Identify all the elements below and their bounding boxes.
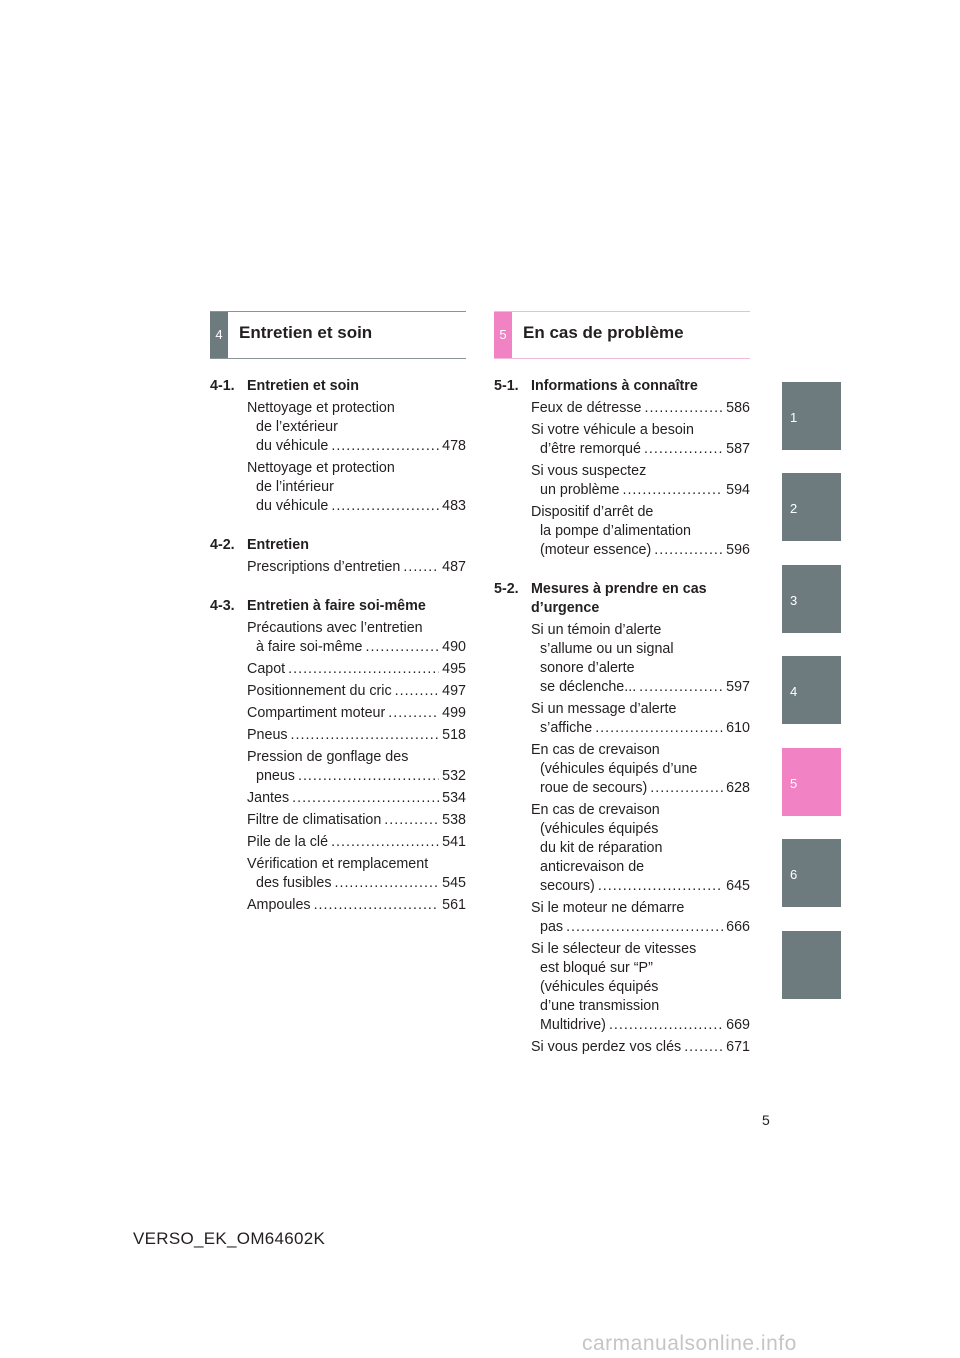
entry-text: à faire soi-même — [256, 639, 363, 655]
entry-page-number: 586 — [726, 400, 750, 416]
entry-text: du véhicule — [256, 498, 329, 514]
entry-text: pas — [540, 919, 564, 935]
toc-entry[interactable] — [247, 399, 466, 456]
entry-page-number: 594 — [726, 482, 750, 498]
section-number: 5-1. — [494, 378, 519, 394]
chapter-number-badge: 4 — [210, 312, 228, 358]
entry-text: anticrevaison de — [540, 859, 645, 875]
toc-entry[interactable] — [247, 704, 466, 723]
entry-text: Si le sélecteur de vitesses — [531, 941, 697, 957]
entry-page-number: 610 — [726, 720, 750, 736]
section-heading — [494, 377, 750, 399]
entry-text: du véhicule — [256, 438, 329, 454]
toc-section — [210, 377, 466, 516]
toc-entry[interactable] — [531, 421, 750, 459]
entry-text: Vérification et remplacement — [247, 856, 429, 872]
entry-page-number: 545 — [442, 875, 466, 891]
entry-text: s’allume ou un signal — [540, 641, 674, 657]
chapter-title: En cas de problème — [523, 323, 684, 342]
toc-entry[interactable] — [247, 811, 466, 830]
toc-entry[interactable] — [531, 741, 750, 798]
entry-last-line — [531, 541, 750, 560]
toc-section — [494, 580, 750, 1057]
entry-text: Précautions avec l’entretien — [247, 620, 423, 636]
entry-last-line — [531, 678, 750, 697]
entry-last-line — [247, 811, 466, 830]
dot-leader — [403, 558, 439, 577]
toc-entry[interactable] — [531, 801, 750, 896]
chapter-tab-5[interactable]: 5 — [782, 748, 841, 816]
entry-text: Si votre véhicule a besoin — [531, 422, 694, 438]
entry-text: Pression de gonflage des — [247, 749, 409, 765]
dot-leader — [639, 678, 723, 697]
dot-leader — [654, 541, 723, 560]
section-heading — [494, 580, 750, 621]
section-title: d’urgence — [531, 600, 600, 616]
entry-text: Filtre de climatisation — [247, 812, 382, 828]
toc-entry[interactable] — [247, 558, 466, 577]
entry-last-line — [247, 789, 466, 808]
entry-page-number: 532 — [442, 768, 466, 784]
section-title: Entretien à faire soi-même — [247, 598, 426, 614]
toc-entry[interactable] — [247, 619, 466, 657]
entry-text: des fusibles — [256, 875, 332, 891]
entry-page-number: 534 — [442, 790, 466, 806]
chapter-title: Entretien et soin — [239, 323, 373, 342]
toc-entry[interactable] — [531, 399, 750, 418]
dot-leader — [384, 811, 439, 830]
entry-text: Pile de la clé — [247, 834, 329, 850]
entry-text: (véhicules équipés d’une — [540, 761, 698, 777]
dot-leader — [395, 682, 440, 701]
entry-page-number: 490 — [442, 639, 466, 655]
chapter-tab-3[interactable]: 3 — [782, 565, 841, 633]
toc-entry[interactable] — [247, 660, 466, 679]
toc-column-chapter-5 — [494, 377, 750, 1077]
section-heading — [210, 377, 466, 399]
entry-text: d’être remorqué — [540, 441, 641, 457]
chapter-tab-2[interactable]: 2 — [782, 473, 841, 541]
entry-text: (véhicules équipés — [540, 821, 659, 837]
dot-leader — [365, 638, 439, 657]
section-title: Entretien et soin — [247, 378, 360, 394]
section-number: 5-2. — [494, 581, 519, 597]
toc-entry[interactable] — [247, 748, 466, 786]
section-heading — [210, 597, 466, 619]
toc-entry[interactable] — [531, 621, 750, 697]
watermark: carmanualsonline.info — [582, 1332, 797, 1355]
entry-text: Nettoyage et protection — [247, 460, 395, 476]
section-number: 4-2. — [210, 537, 235, 553]
dot-leader — [650, 779, 723, 798]
chapter-tab-index[interactable] — [782, 931, 841, 999]
toc-entry[interactable] — [531, 899, 750, 937]
entry-text: la pompe d’alimentation — [540, 523, 692, 539]
dot-leader — [331, 833, 439, 852]
entry-text: Jantes — [247, 790, 290, 806]
entry-text: roue de secours) — [540, 780, 648, 796]
entry-text: secours) — [540, 878, 595, 894]
entry-page-number: 541 — [442, 834, 466, 850]
entry-text: (moteur essence) — [540, 542, 652, 558]
section-number: 4-3. — [210, 598, 235, 614]
entry-last-line — [531, 481, 750, 500]
dot-leader — [388, 704, 439, 723]
entry-last-line — [247, 874, 466, 893]
toc-section — [210, 597, 466, 915]
entry-page-number: 645 — [726, 878, 750, 894]
dot-leader — [609, 1016, 723, 1035]
dot-leader — [595, 719, 723, 738]
toc-section — [210, 536, 466, 577]
entry-page-number: 483 — [442, 498, 466, 514]
entry-page-number: 596 — [726, 542, 750, 558]
entry-last-line — [531, 918, 750, 937]
entry-text: de l’extérieur — [256, 419, 338, 435]
entry-last-line — [247, 682, 466, 701]
entry-text: Feux de détresse — [531, 400, 642, 416]
entry-text: Compartiment moteur — [247, 705, 386, 721]
toc-section — [494, 377, 750, 560]
dot-leader — [298, 767, 439, 786]
entry-text: Ampoules — [247, 897, 311, 913]
dot-leader — [622, 481, 723, 500]
section-number: 4-1. — [210, 378, 235, 394]
dot-leader — [291, 726, 440, 745]
entry-text: Pneus — [247, 727, 288, 743]
dot-leader — [288, 660, 439, 679]
document-code: VERSO_EK_OM64602K — [133, 1229, 326, 1248]
entry-text: (véhicules équipés — [540, 979, 659, 995]
entry-text: du kit de réparation — [540, 840, 663, 856]
dot-leader — [314, 896, 440, 915]
entry-page-number: 666 — [726, 919, 750, 935]
entry-last-line — [531, 1038, 750, 1057]
toc-column-chapter-4 — [210, 377, 466, 935]
entry-text: En cas de crevaison — [531, 802, 660, 818]
entry-page-number: 628 — [726, 780, 750, 796]
entry-page-number: 495 — [442, 661, 466, 677]
toc-entry[interactable] — [531, 503, 750, 560]
entry-page-number: 538 — [442, 812, 466, 828]
entry-page-number: 561 — [442, 897, 466, 913]
entry-text: Nettoyage et protection — [247, 400, 395, 416]
entry-last-line — [247, 558, 466, 577]
entry-last-line — [531, 719, 750, 738]
toc-entry[interactable] — [531, 462, 750, 500]
toc-entry[interactable] — [531, 940, 750, 1035]
dot-leader — [331, 437, 439, 456]
entry-text: est bloqué sur “P” — [540, 960, 653, 976]
entry-text: Si vous perdez vos clés — [531, 1039, 682, 1055]
entry-text: s’affiche — [540, 720, 593, 736]
chapter-tab-6[interactable]: 6 — [782, 839, 841, 907]
dot-leader — [566, 918, 723, 937]
entry-page-number: 597 — [726, 679, 750, 695]
entry-last-line — [531, 440, 750, 459]
entry-text: d’une transmission — [540, 998, 660, 1014]
entry-page-number: 487 — [442, 559, 466, 575]
entry-last-line — [247, 833, 466, 852]
entry-page-number: 478 — [442, 438, 466, 454]
entry-last-line — [531, 399, 750, 418]
dot-leader — [684, 1038, 723, 1057]
entry-last-line — [531, 779, 750, 798]
entry-last-line — [531, 1016, 750, 1035]
section-title: Informations à connaître — [531, 378, 698, 394]
chapter-number-badge: 5 — [494, 312, 512, 358]
section-title: Entretien — [247, 537, 309, 553]
section-heading — [210, 536, 466, 558]
toc-entry[interactable] — [247, 726, 466, 745]
toc-entry[interactable] — [531, 1038, 750, 1057]
entry-last-line — [531, 877, 750, 896]
entry-page-number: 518 — [442, 727, 466, 743]
entry-page-number: 497 — [442, 683, 466, 699]
entry-text: de l’intérieur — [256, 479, 334, 495]
chapter-5-header — [494, 311, 750, 359]
entry-last-line — [247, 896, 466, 915]
entry-last-line — [247, 660, 466, 679]
chapter-tab-1[interactable]: 1 — [782, 382, 841, 450]
toc-entry[interactable] — [531, 700, 750, 738]
toc-entry[interactable] — [247, 896, 466, 915]
entry-page-number: 669 — [726, 1017, 750, 1033]
chapter-4-header — [210, 311, 466, 359]
entry-last-line — [247, 497, 466, 516]
entry-text: Si un message d’alerte — [531, 701, 677, 717]
dot-leader — [644, 399, 723, 418]
section-title: Mesures à prendre en cas — [531, 581, 707, 597]
dot-leader — [331, 497, 439, 516]
entry-text: se déclenche... — [540, 679, 637, 695]
dot-leader — [644, 440, 723, 459]
toc-entry[interactable] — [247, 459, 466, 516]
entry-text: Multidrive) — [540, 1017, 606, 1033]
toc-entry[interactable] — [247, 682, 466, 701]
toc-entry[interactable] — [247, 789, 466, 808]
entry-last-line — [247, 638, 466, 657]
entry-text: En cas de crevaison — [531, 742, 660, 758]
entry-text: Si un témoin d’alerte — [531, 622, 662, 638]
entry-page-number: 499 — [442, 705, 466, 721]
entry-text: Prescriptions d’entretien — [247, 559, 401, 575]
entry-text: sonore d’alerte — [540, 660, 635, 676]
entry-last-line — [247, 704, 466, 723]
dot-leader — [292, 789, 439, 808]
entry-last-line — [247, 726, 466, 745]
entry-last-line — [247, 437, 466, 456]
entry-page-number: 587 — [726, 441, 750, 457]
entry-text: Si le moteur ne démarre — [531, 900, 685, 916]
entry-text: Capot — [247, 661, 286, 677]
page-number: 5 — [762, 1112, 770, 1128]
entry-text: un problème — [540, 482, 620, 498]
entry-text: Positionnement du cric — [247, 683, 392, 699]
toc-entry[interactable] — [247, 833, 466, 852]
chapter-tab-4[interactable]: 4 — [782, 656, 841, 724]
entry-text: Si vous suspectez — [531, 463, 647, 479]
dot-leader — [335, 874, 440, 893]
entry-text: Dispositif d’arrêt de — [531, 504, 654, 520]
toc-entry[interactable] — [247, 855, 466, 893]
entry-page-number: 671 — [726, 1039, 750, 1055]
entry-last-line — [247, 767, 466, 786]
entry-text: pneus — [256, 768, 295, 784]
dot-leader — [598, 877, 723, 896]
